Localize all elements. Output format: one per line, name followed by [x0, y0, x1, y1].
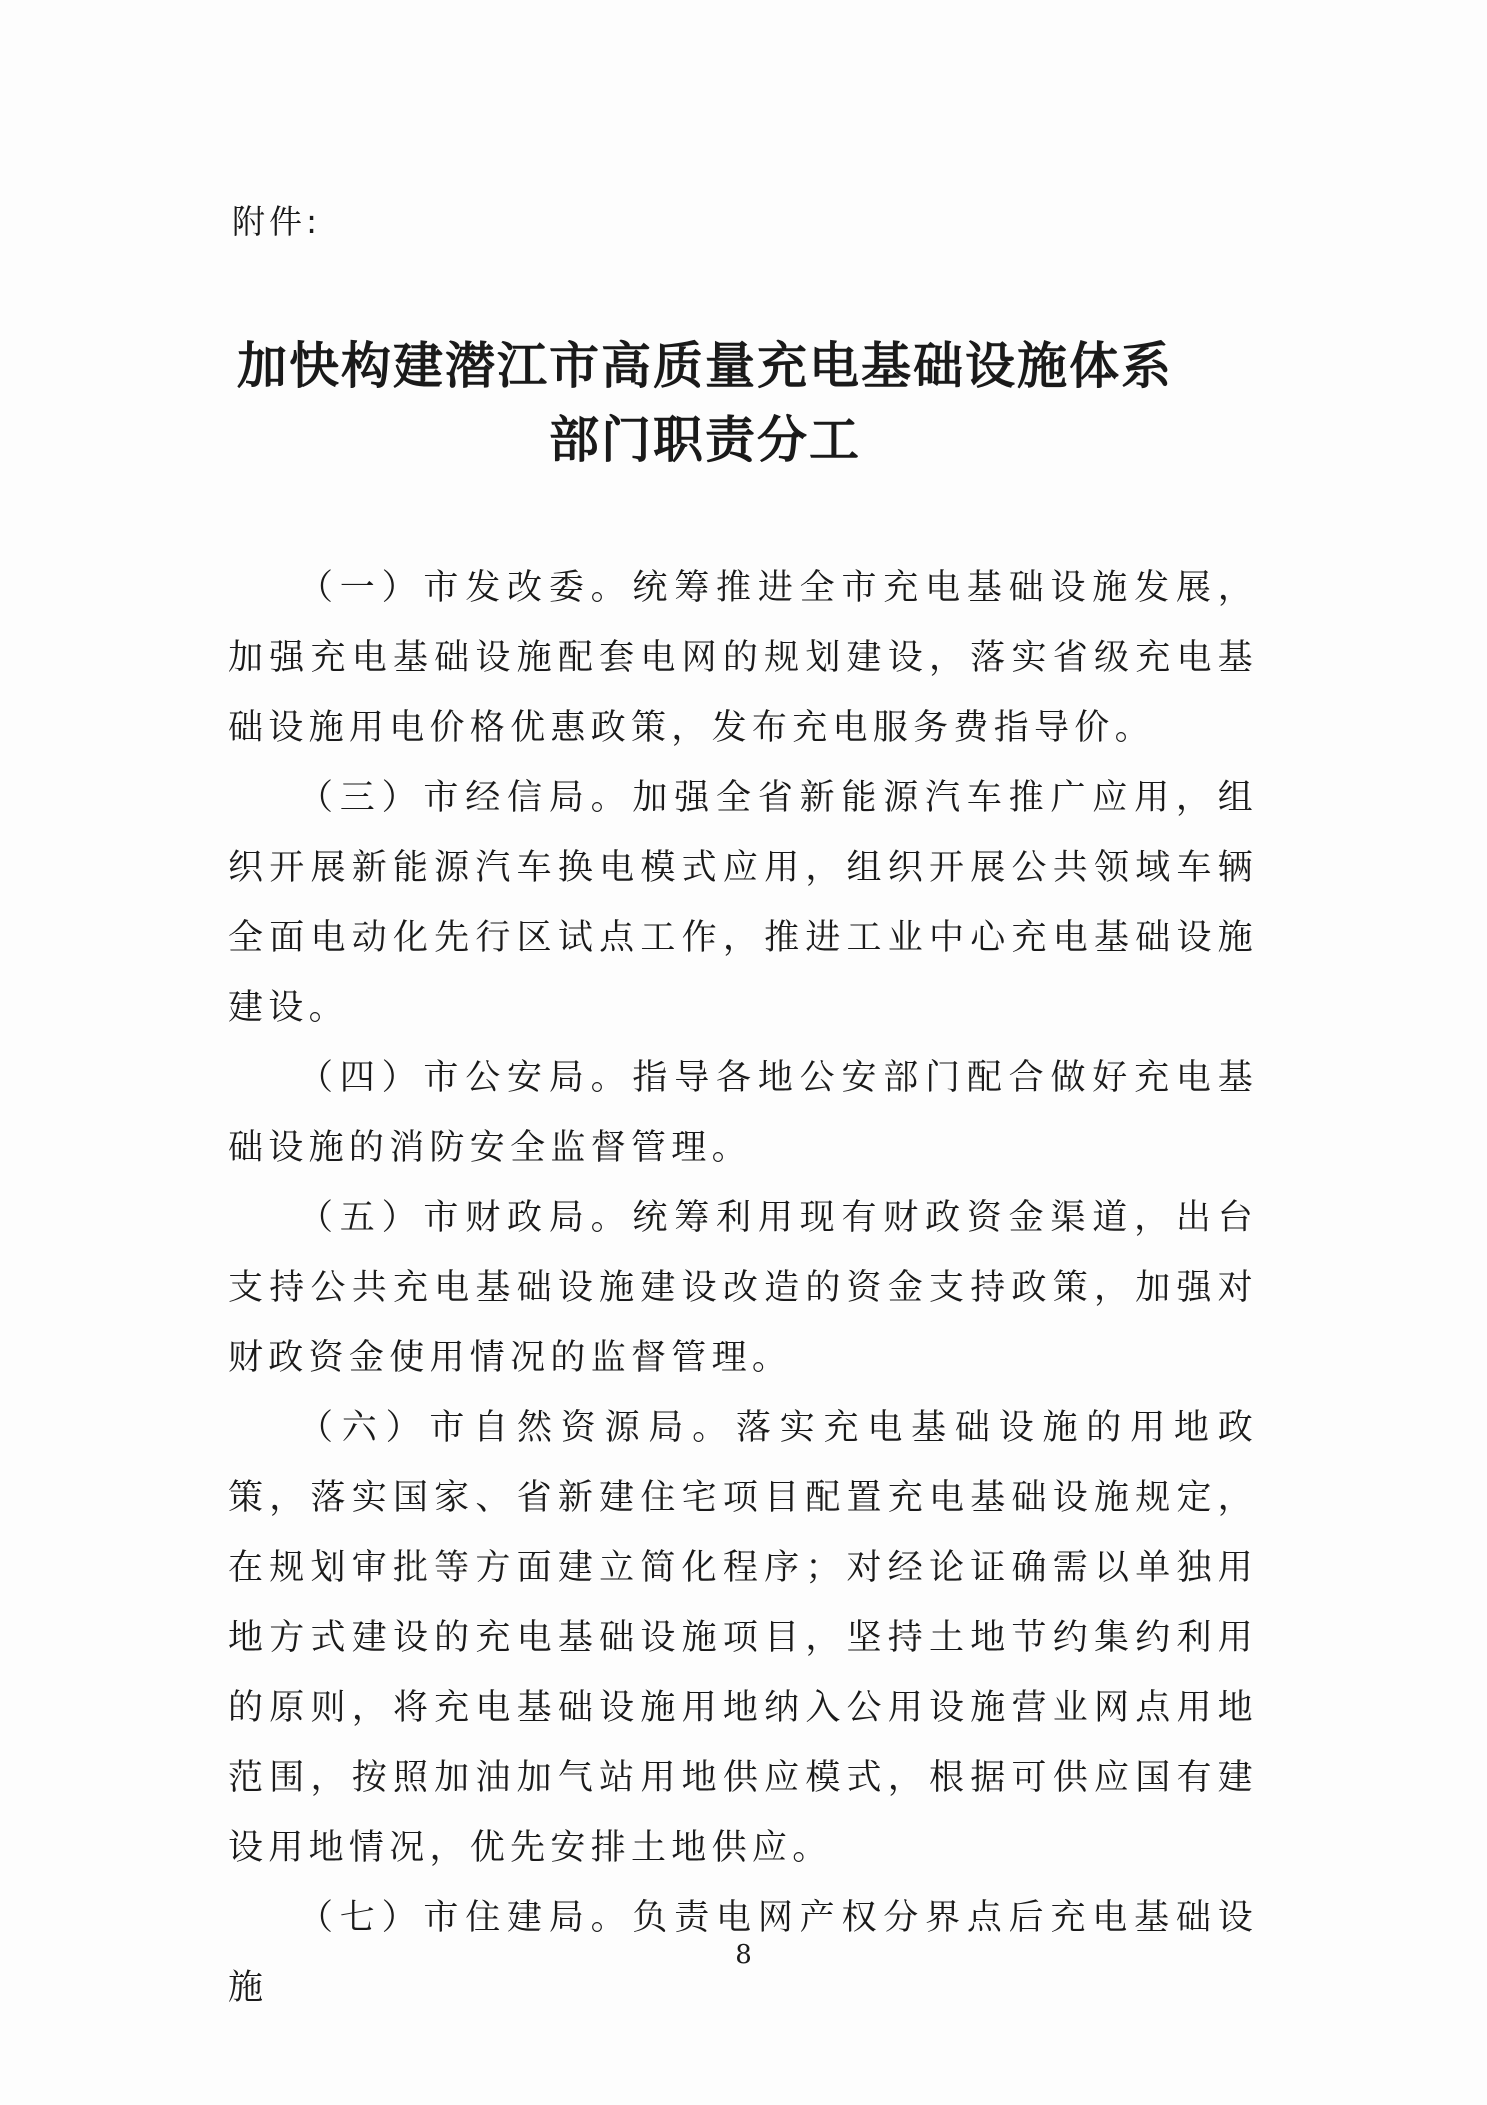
paragraph-finance: （五）市财政局。统筹利用现有财政资金渠道，出台支持公共充电基础设施建设改造的资金支持政策，加强对财政资金使用情况的监督管理。 — [228, 1198, 1258, 1378]
paragraph-public-security: （四）市公安局。指导各地公安部门配合做好充电基础设施的消防安全监督管理。 — [228, 1058, 1258, 1168]
document-title-line-2: 部门职责分工 — [549, 410, 861, 469]
paragraph-natural-resources: （六）市自然资源局。落实充电基础设施的用地政策，落实国家、省新建住宅项目配置充电基础设施规定，在规划审批等方面建立简化程序；对经论证确需以单独用地方式建设的充电基础设施项目，坚持土地节约集约利用的原则，将充电基础设施用地纳入公用设施营业网点用地范围，按照加油加气站用地供应模式，根据可供应国有建设用地情况，优先安排土地供应。 — [228, 1408, 1258, 1868]
page-number: 8 — [735, 1940, 752, 1970]
paragraph-development-reform: （一）市发改委。统筹推进全市充电基础设施发展，加强充电基础设施配套电网的规划建设，落实省级充电基础设施用电价格优惠政策，发布充电服务费指导价。 — [228, 568, 1258, 748]
paragraph-housing-construction: （七）市住建局。负责电网产权分界点后充电基础设施 — [228, 1898, 1258, 2008]
document-title-line-1: 加快构建潜江市高质量充电基础设施体系 — [237, 336, 1173, 395]
paragraph-economy-information: （三）市经信局。加强全省新能源汽车推广应用，组织开展新能源汽车换电模式应用，组织开展公共领域车辆全面电动化先行区试点工作，推进工业中心充电基础设施建设。 — [228, 778, 1258, 1028]
attachment-label: 附件: — [232, 202, 322, 241]
document-body — [228, 553, 1258, 2023]
